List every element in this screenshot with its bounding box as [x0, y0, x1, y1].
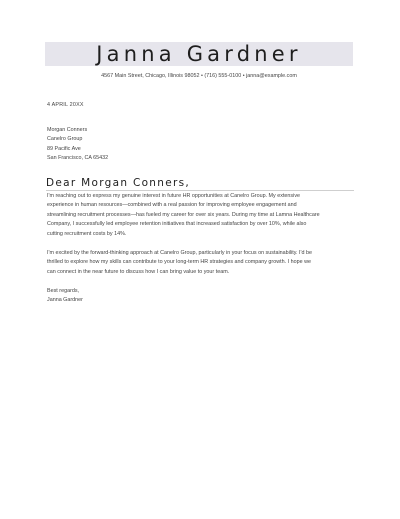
paragraph-line: Company, I successfully led employee retention initiatives that increased satisfaction by over 10%, while also	[47, 221, 307, 228]
paragraph-line: I'm reaching out to express my genuine interest in future HR opportunities at Canelro Group. My extensive	[47, 193, 301, 199]
body-paragraph-2	[47, 249, 353, 277]
contact-line: 4567 Main Street, Chicago, Illinois 98052 • (716) 555-0100 • janna@example.com	[101, 73, 297, 79]
name-header-band	[45, 42, 353, 66]
paragraph-line: streamlining recruitment processes—has fueled my career for over six years. During my time at Lamna Healthcare	[47, 211, 320, 218]
paragraph-line: can connect in the near future to discuss how I can bring value to your team.	[47, 268, 230, 275]
body-paragraph-1	[47, 192, 353, 239]
recipient-block	[47, 126, 108, 163]
paragraph-line: experience in human resources—combined with a real passion for improving employee engagement and	[47, 202, 297, 209]
salutation: Dear Morgan Conners,	[46, 177, 354, 191]
sender-name: Janna Gardner	[96, 42, 302, 66]
paragraph-line: thrilled to explore how my skills can contribute to your long-term HR strategies and company growth. I hope we	[47, 259, 311, 266]
recipient-company: Canelro Group	[47, 136, 83, 143]
recipient-street: 89 Pacific Ave	[47, 145, 81, 152]
letter-date: 4 APRIL 20XX	[47, 102, 84, 108]
closing-text: Best regards,	[47, 288, 80, 294]
signature-name: Janna Gardner	[47, 297, 83, 304]
closing-block	[47, 287, 83, 306]
paragraph-line: cutting recruitment costs by 14%.	[47, 230, 127, 237]
recipient-city: San Francisco, CA 65432	[47, 154, 109, 161]
paragraph-line: I'm excited by the forward-thinking approach at Canelro Group, particularly in your focus on sustainability. I'd be	[47, 250, 313, 256]
recipient-name: Morgan Conners	[47, 127, 88, 133]
